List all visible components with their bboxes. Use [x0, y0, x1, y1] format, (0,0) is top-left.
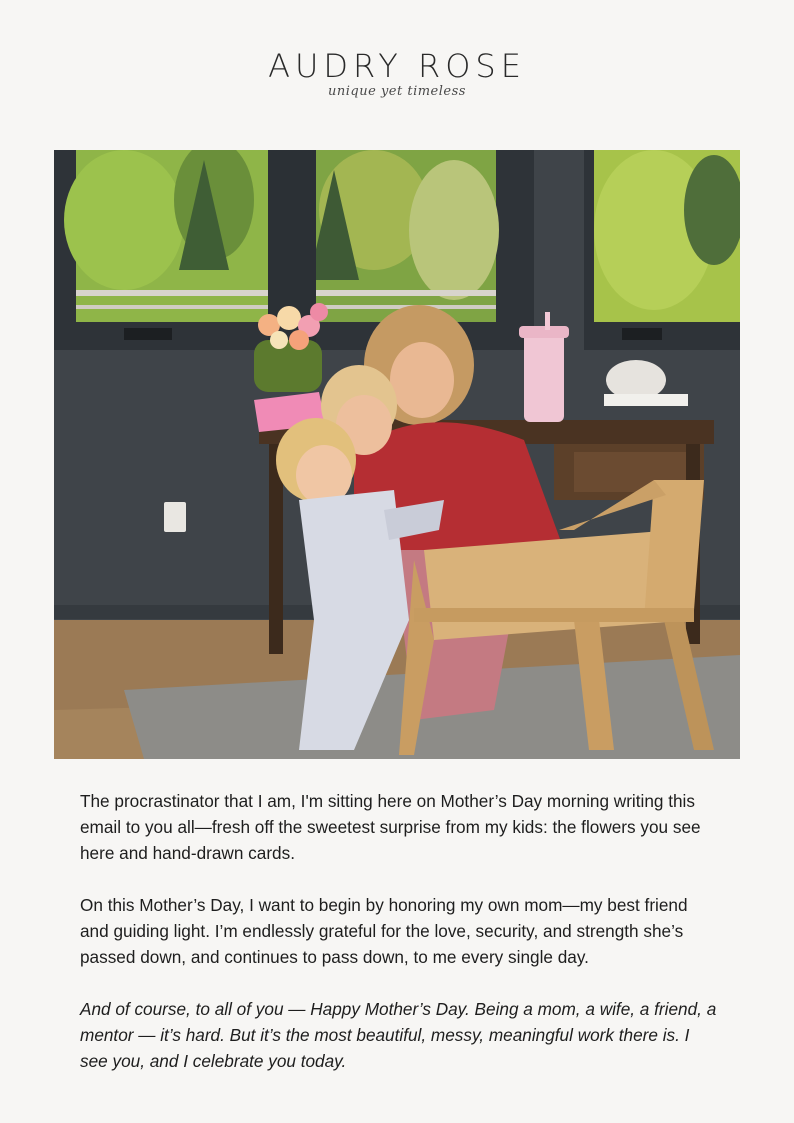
- header: [0, 48, 794, 99]
- brand-tagline: unique yet timeless: [328, 84, 466, 99]
- body-paragraph: The procrastinator that I am, I'm sitting here on Mother’s Day morning writing this email to you all—fresh off the sweetest surprise from my kids: the flowers you see here and hand-drawn cards.: [80, 791, 701, 863]
- body-paragraph: On this Mother’s Day, I want to begin by honoring my own mom—my best friend and guiding light. I’m endlessly grateful for the love, security, and strength she’s passed down, and continues to pass down, to me every single day.: [80, 895, 688, 967]
- brand-logo[interactable]: AUDRY ROSE: [268, 47, 526, 85]
- hero-photo: [54, 150, 740, 759]
- email-body: [80, 788, 720, 1100]
- family-photo-icon: [54, 150, 740, 759]
- body-paragraph-italic: And of course, to all of you — Happy Mother’s Day. Being a mom, a wife, a friend, a mentor — it’s hard. But it’s the most beautiful, messy, meaningful work there is. I see you, and I celebrate you today.: [80, 999, 717, 1071]
